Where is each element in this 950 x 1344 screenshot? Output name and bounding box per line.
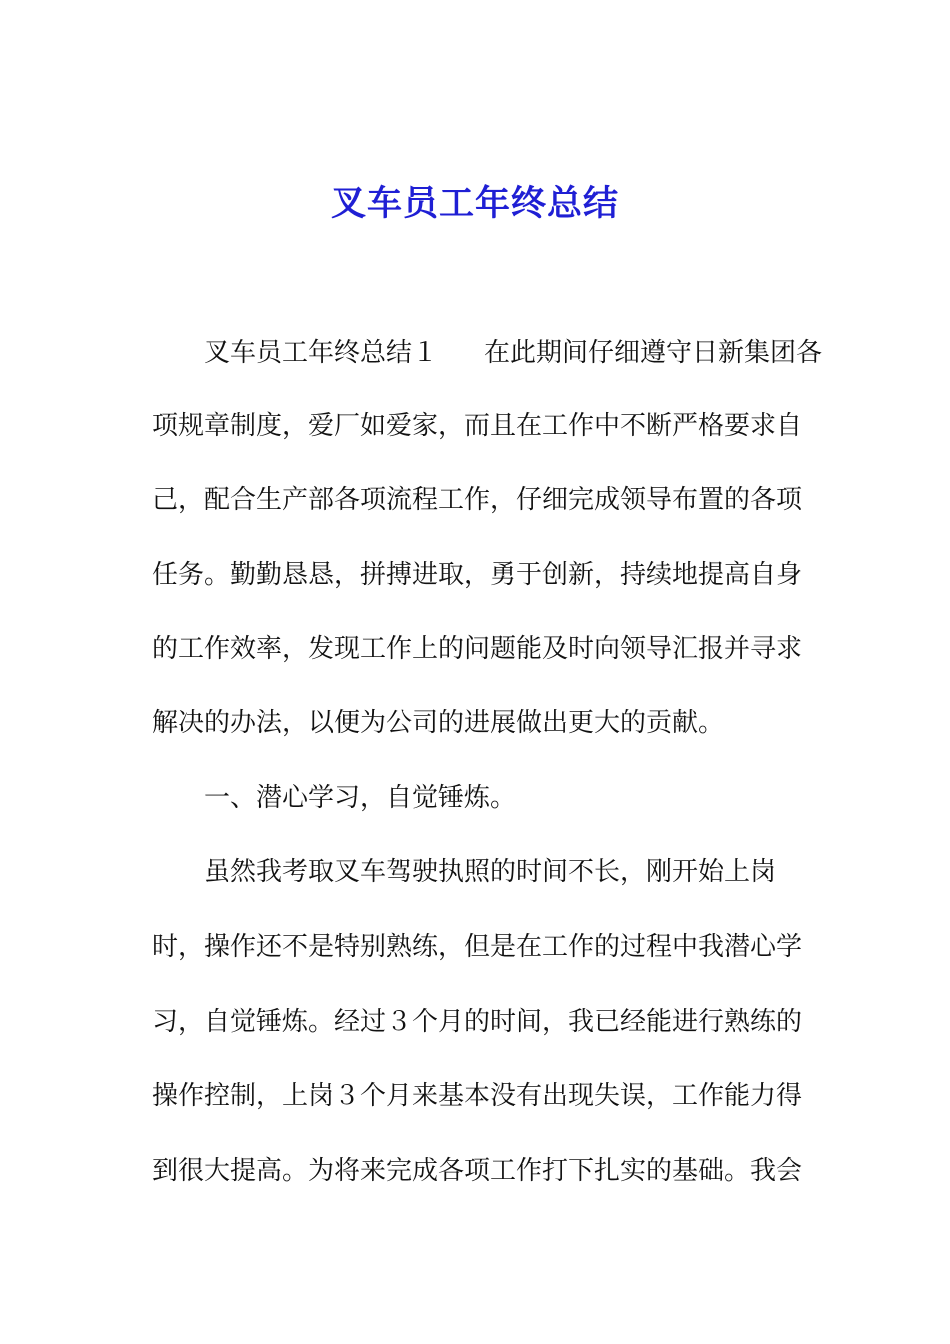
paragraph-line [204,333,884,373]
paragraph-line: 项规章制度，爱厂如爱家，而且在工作中不断严格要求自 [152,411,803,441]
paragraph-line: 操作控制，上岗３个月来基本没有出现失误，工作能力得 [152,1081,803,1111]
paragraph-line: 的工作效率，发现工作上的问题能及时向领导汇报并寻求 [152,634,803,664]
paragraph-line: 时，操作还不是特别熟练，但是在工作的过程中我潜心学 [152,932,803,962]
document-title: 叉车员工年终总结 [330,183,619,224]
section-heading: 一、潜心学习，自觉锤炼。 [204,783,517,813]
section-heading-inline: 叉车员工年终总结１ [204,338,439,368]
paragraph-line: 解决的办法，以便为公司的进展做出更大的贡献。 [152,708,725,738]
paragraph-line: 虽然我考取叉车驾驶执照的时间不长，刚开始上岗 [204,857,777,887]
paragraph-line: 己，配合生产部各项流程工作，仔细完成领导布置的各项 [152,485,803,515]
paragraph-text: 在此期间仔细遵守日新集团各 [484,338,823,368]
paragraph-line: 习，自觉锤炼。经过３个月的时间，我已经能进行熟练的 [152,1007,803,1037]
paragraph-line: 到很大提高。为将来完成各项工作打下扎实的基础。我会 [152,1156,803,1186]
paragraph-line: 任务。勤勤恳恳，拼搏进取，勇于创新，持续地提高自身 [152,560,803,590]
